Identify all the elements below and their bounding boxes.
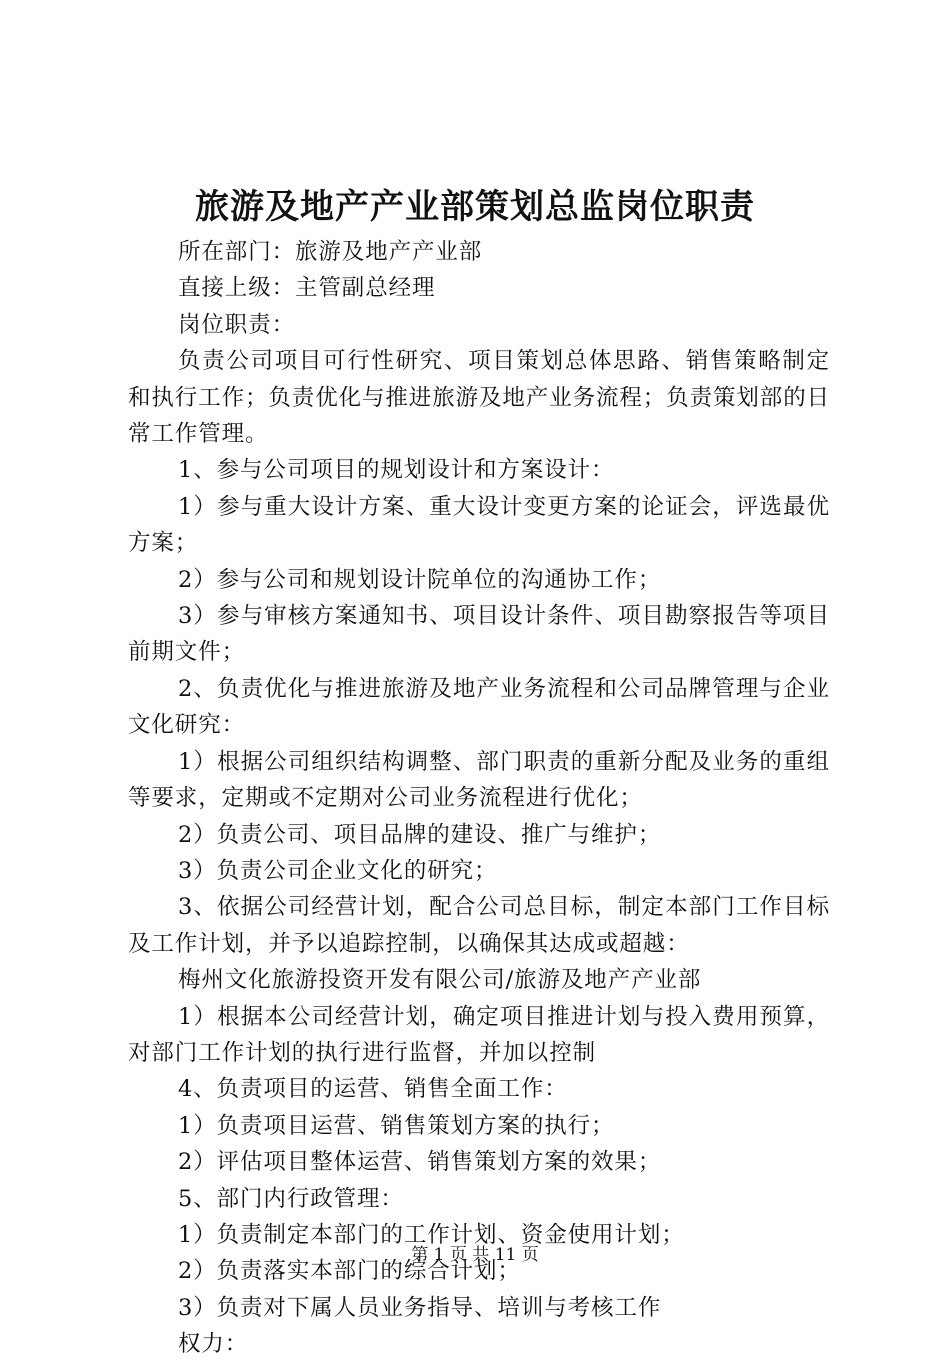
- paragraph-item-3-1: 1）根据本公司经营计划，确定项目推进计划与投入费用预算，对部门工作计划的执行进行监督，并加以控制: [128, 1003, 830, 1066]
- paragraph-item-2-1: 1）根据公司组织结构调整、部门职责的重新分配及业务的重组等要求，定期或不定期对公司业务流程进行优化；: [128, 748, 830, 812]
- paragraph-item-1-1: 1）参与重大设计方案、重大设计变更方案的论证会，评选最优方案；: [128, 493, 830, 557]
- paragraph-authority-heading: 权力：: [178, 1331, 249, 1358]
- paragraph-supervisor: 直接上级：主管副总经理: [178, 275, 436, 302]
- paragraph-item-1: 1、参与公司项目的规划设计和方案设计：: [178, 457, 615, 484]
- paragraph-item-2: 2、负责优化与推进旅游及地产业务流程和公司品牌管理与企业文化研究：: [128, 675, 830, 739]
- paragraph-item-5-2: 2）负责落实本部门的综合计划；: [178, 1258, 521, 1285]
- paragraph-item-1-2: 2）参与公司和规划设计院单位的沟通协工作；: [178, 566, 662, 593]
- paragraph-item-3: 3、依据公司经营计划，配合公司总目标，制定本部门工作目标及工作计划，并予以追踪控制，以确保其达成或超越：: [128, 894, 830, 957]
- paragraph-duties-heading: 岗位职责：: [178, 311, 296, 338]
- paragraph-department: 所在部门：旅游及地产产业部: [178, 239, 483, 265]
- paragraph-item-5-1: 1）负责制定本部门的工作计划、资金使用计划；: [178, 1221, 685, 1248]
- document-body: [128, 234, 830, 1363]
- paragraph-item-4-1: 1）负责项目运营、销售策划方案的执行；: [178, 1112, 615, 1139]
- paragraph-item-1-3: 3）参与审核方案通知书、项目设计条件、项目勘察报告等项目前期文件；: [128, 603, 830, 666]
- paragraph-item-5-3: 3）负责对下属人员业务指导、培训与考核工作: [178, 1294, 662, 1321]
- page-footer: 第 1 页 共 11 页: [411, 1245, 539, 1265]
- paragraph-item-4: 4、负责项目的运营、销售全面工作：: [178, 1076, 568, 1103]
- document-title: 旅游及地产产业部策划总监岗位职责: [195, 187, 755, 227]
- paragraph-item-2-3: 3）负责公司企业文化的研究；: [178, 857, 498, 884]
- paragraph-item-5: 5、部门内行政管理：: [178, 1185, 404, 1212]
- paragraph-company-name: 梅州文化旅游投资开发有限公司/旅游及地产产业部: [178, 967, 702, 994]
- paragraph-summary: 负责公司项目可行性研究、项目策划总体思路、销售策略制定和执行工作；负责优化与推进旅游及地产业务流程；负责策划部的日常工作管理。: [128, 348, 831, 448]
- paragraph-item-4-2: 2）评估项目整体运营、销售策划方案的效果；: [178, 1149, 662, 1176]
- paragraph-item-2-2: 2）负责公司、项目品牌的建设、推广与维护；: [178, 821, 662, 848]
